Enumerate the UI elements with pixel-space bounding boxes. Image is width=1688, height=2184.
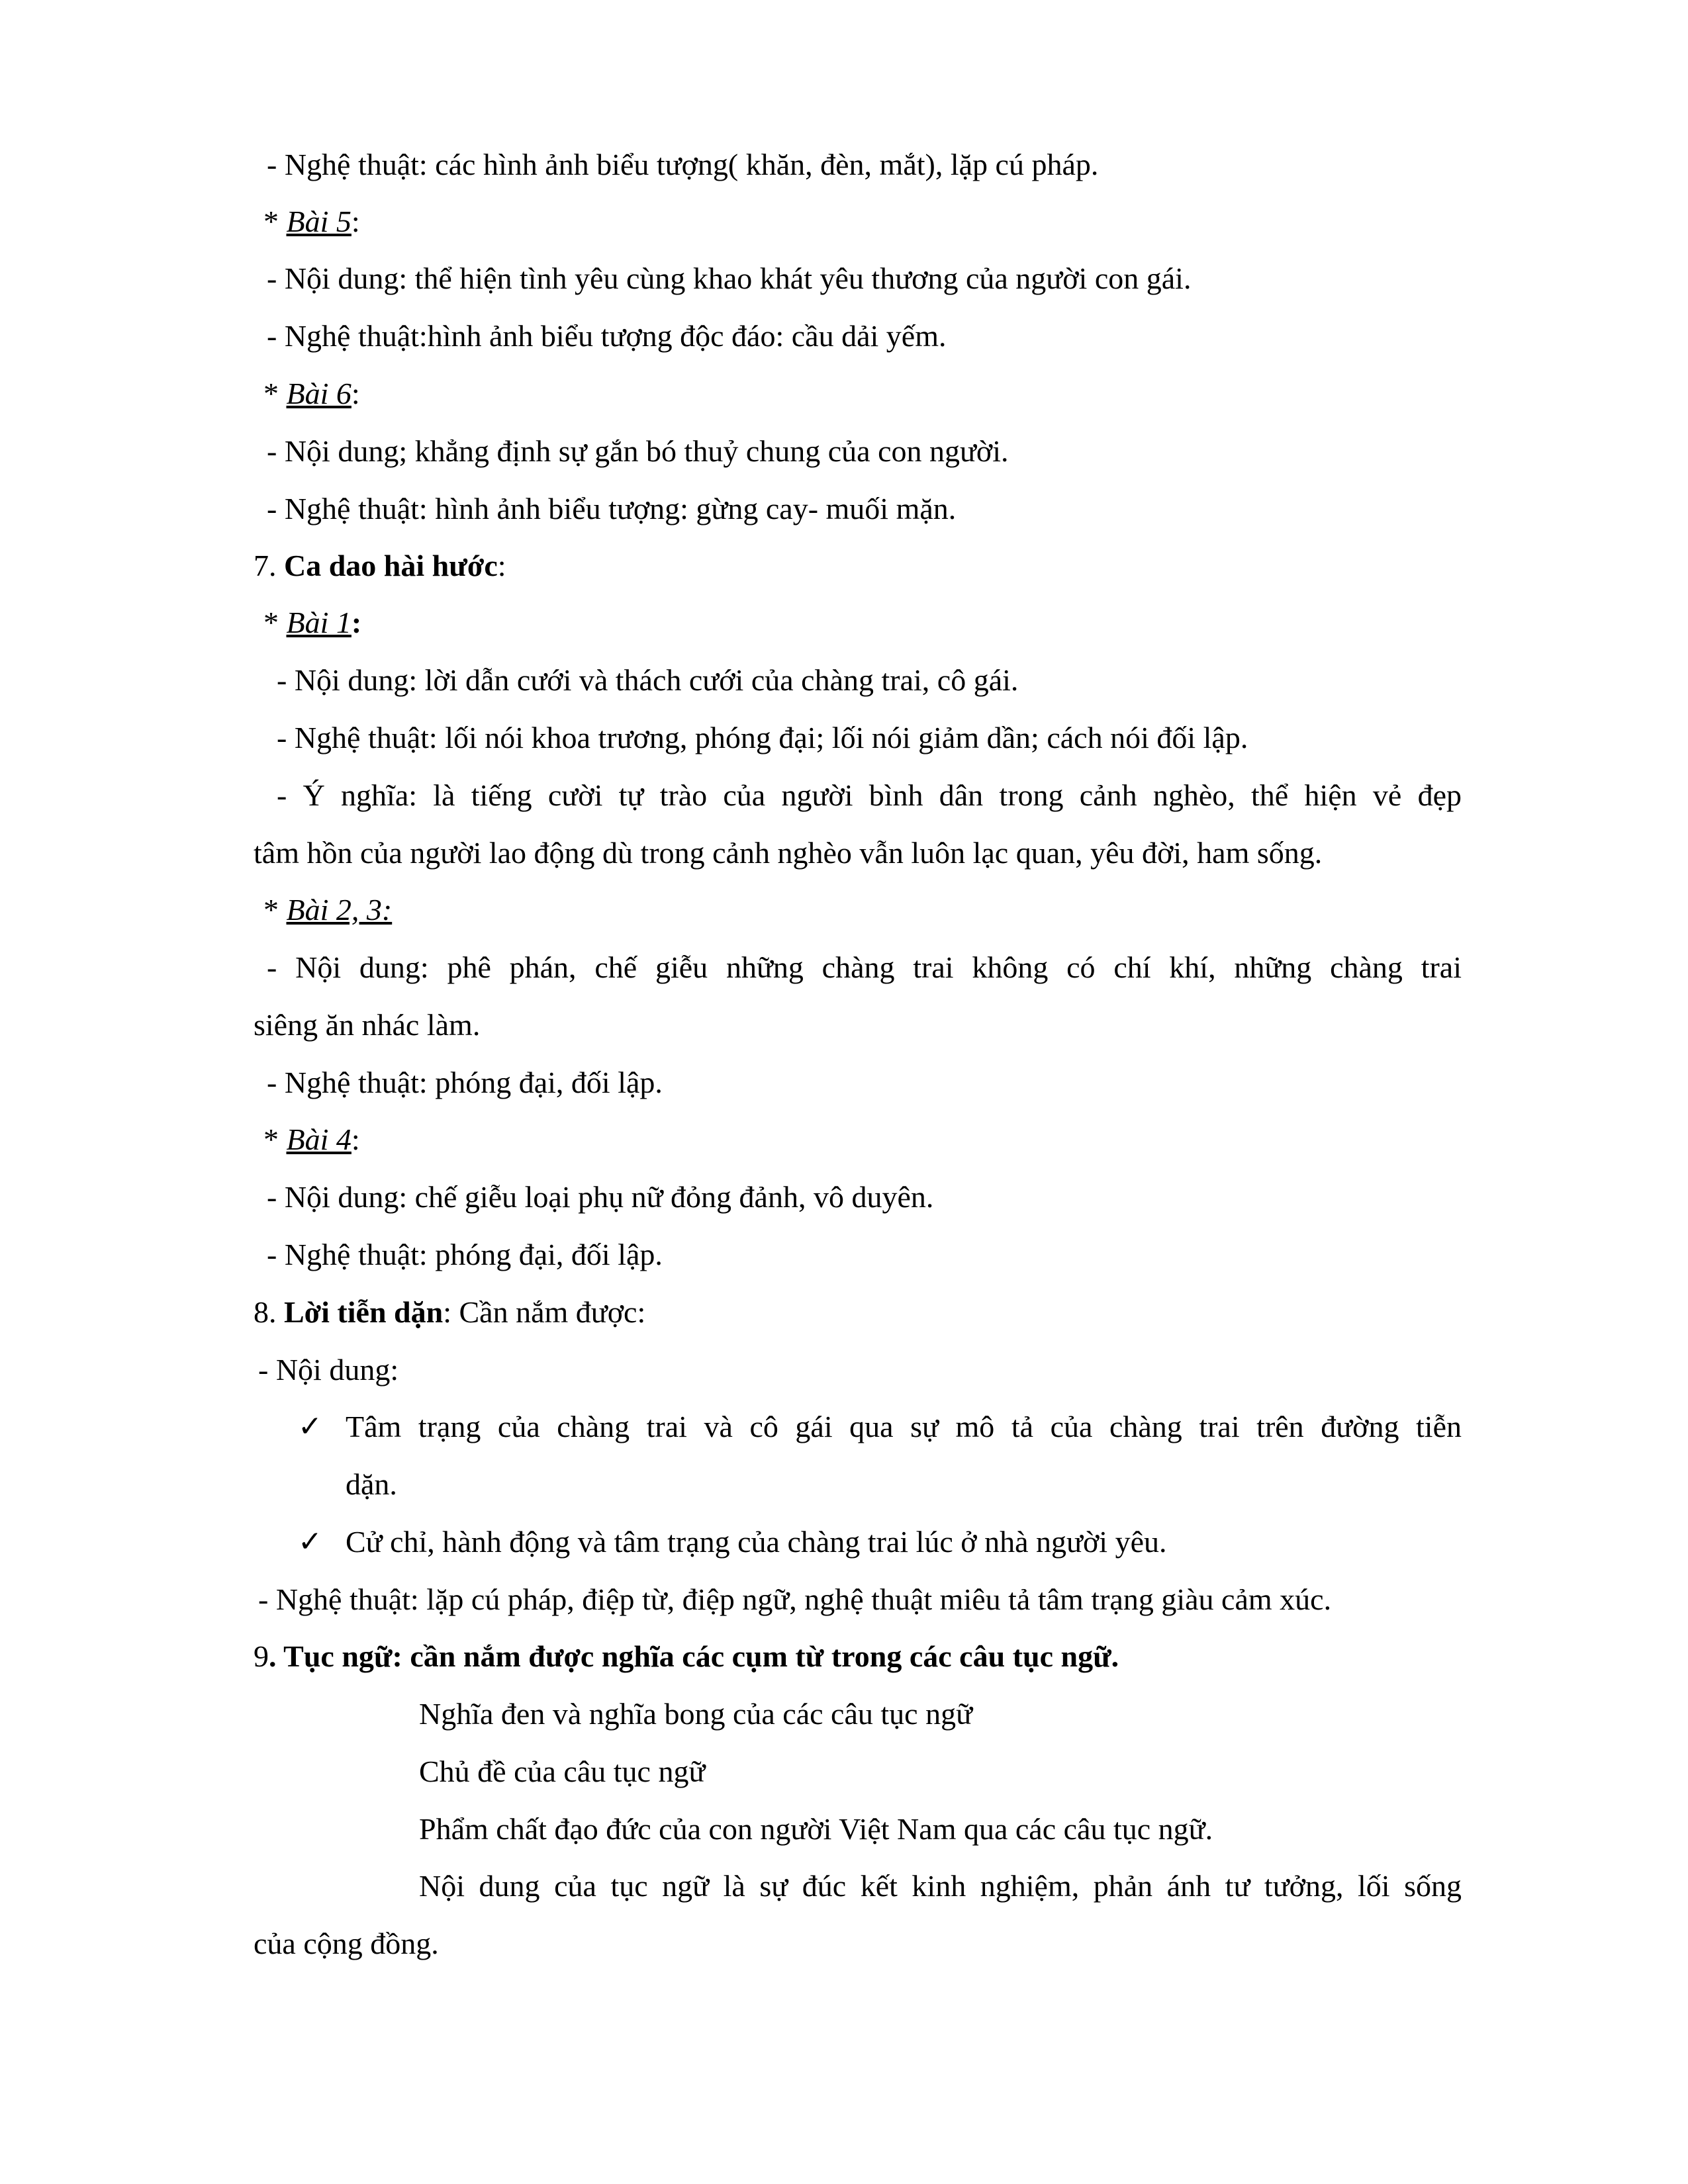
section-8-number: 8.: [254, 1295, 284, 1329]
bai1-label: Bài 1: [286, 606, 352, 639]
bai4-heading: [263, 1121, 360, 1158]
bai1-meaning-line-2: tâm hồn của người lao động dù trong cảnh nghèo vẫn luôn lạc quan, yêu đời, ham sống.: [254, 836, 1323, 870]
section-9-number: 9: [254, 1639, 269, 1673]
bai6-art-line: - Nghệ thuật: hình ảnh biểu tượng: gừng cay- muối mặn.: [267, 492, 957, 525]
section-7-number: 7.: [254, 549, 284, 582]
bai5-label: Bài 5: [286, 205, 352, 238]
section-8-content-label: - Nội dung:: [258, 1353, 399, 1387]
checkmark-icon: ✓: [298, 1525, 322, 1559]
bai1-colon: :: [351, 606, 362, 639]
bai23-heading: [263, 891, 392, 929]
bai4-art-line-2: - Nghệ thuật: phóng đại, đối lập.: [267, 1238, 663, 1271]
bai4-content-line: - Nội dung: chế giễu loại phụ nữ đỏng đảnh, vô duyên.: [267, 1180, 934, 1214]
bai5-content-line: - Nội dung: thể hiện tình yêu cùng khao khát yêu thương của người con gái.: [267, 261, 1192, 295]
bai6-content-line: - Nội dung; khẳng định sự gắn bó thuỷ chung của con người.: [267, 434, 1009, 468]
bai1-star: *: [263, 606, 287, 639]
bai1-meaning-line: - Ý nghĩa: là tiếng cười tự trào của người bình dân trong cảnh nghèo, thể hiện vẻ đẹp: [277, 778, 1462, 812]
section-9-title: . Tục ngữ: cần nắm được nghĩa các cụm từ trong các câu tục ngữ.: [269, 1639, 1119, 1673]
bai5-heading: [263, 203, 360, 240]
bai5-colon: :: [351, 205, 360, 238]
section-9-heading: [254, 1638, 1119, 1675]
checklist-item-1: Tâm trạng của chàng trai và cô gái qua sự mô tả của chàng trai trên đường tiễn: [346, 1410, 1462, 1443]
section-7-heading: [254, 547, 506, 584]
section-8-heading: [254, 1294, 645, 1331]
bai6-label: Bài 6: [286, 377, 352, 410]
bai1-content-line: - Nội dung: lời dẫn cưới và thách cưới của chàng trai, cô gái.: [277, 663, 1019, 697]
bai5-star: *: [263, 205, 287, 238]
section-9-item-4: Nội dung của tục ngữ là sự đúc kết kinh nghiệm, phản ánh tư tưởng, lối sống: [419, 1869, 1462, 1903]
section-8-title: Lời tiễn dặn: [284, 1295, 444, 1329]
bai23-content-line-2: siêng ăn nhác làm.: [254, 1008, 481, 1042]
bai23-label: Bài 2, 3:: [286, 893, 393, 927]
bai6-heading: [263, 375, 360, 412]
bai23-content-line: - Nội dung: phê phán, chế giễu những chàng trai không có chí khí, những chàng trai: [267, 950, 1462, 984]
bai23-star: *: [263, 893, 287, 927]
section-7-title: Ca dao hài hước: [284, 549, 498, 582]
bai6-colon: :: [351, 377, 360, 410]
section-8-rest: : Cần nắm được:: [443, 1295, 646, 1329]
section-9-item-3: Phẩm chất đạo đức của con người Việt Nam qua các câu tục ngữ.: [419, 1812, 1213, 1846]
bai1-art-line: - Nghệ thuật: lối nói khoa trương, phóng đại; lối nói giảm dần; cách nói đối lập.: [277, 721, 1248, 754]
bai4-star: *: [263, 1122, 287, 1156]
bai23-art-line: - Nghệ thuật: phóng đại, đối lập.: [267, 1066, 663, 1099]
section-9-item-4-cont: của cộng đồng.: [254, 1927, 439, 1960]
checklist-item-1-cont: dặn.: [346, 1467, 397, 1501]
bai4-art-line: - Nghệ thuật: các hình ảnh biểu tượng( khăn, đèn, mắt), lặp cú pháp.: [267, 148, 1099, 181]
bai5-art-line: - Nghệ thuật:hình ảnh biểu tượng độc đáo: cầu dải yếm.: [267, 319, 947, 353]
section-9-item-2: Chủ đề của câu tục ngữ: [419, 1754, 706, 1788]
section-8-art-line: - Nghệ thuật: lặp cú pháp, điệp từ, điệp ngữ, nghệ thuật miêu tả tâm trạng giàu cảm xúc.: [258, 1582, 1332, 1616]
bai4-label: Bài 4: [286, 1122, 352, 1156]
bai6-star: *: [263, 377, 287, 410]
section-7-colon: :: [497, 549, 506, 582]
section-9-item-1: Nghĩa đen và nghĩa bong của các câu tục ngữ: [419, 1697, 972, 1731]
checkmark-icon: ✓: [298, 1410, 322, 1443]
bai1-heading: [263, 604, 361, 641]
bai4-colon: :: [351, 1122, 360, 1156]
checklist-item-2: Cử chỉ, hành động và tâm trạng của chàng trai lúc ở nhà người yêu.: [346, 1525, 1167, 1559]
